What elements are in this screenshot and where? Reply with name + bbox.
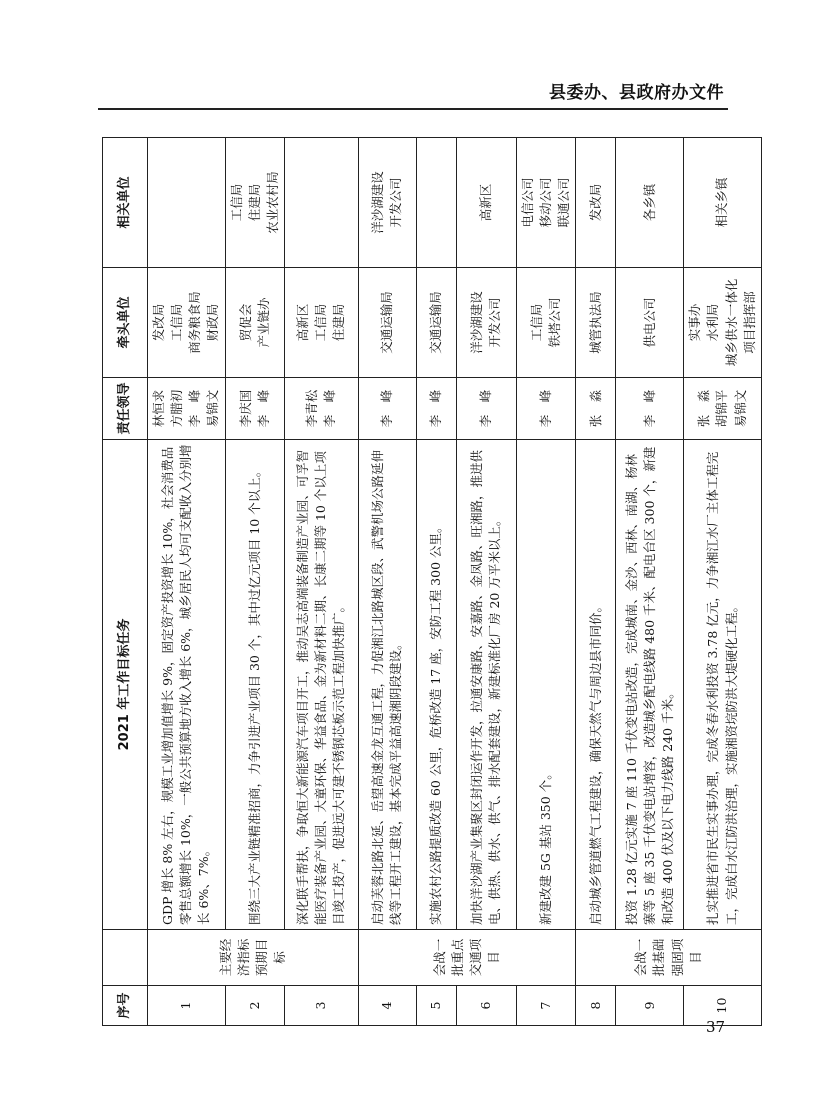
cell-leader-line: 易锦文	[732, 389, 748, 428]
cell-lead-unit-line: 工信局	[528, 303, 544, 342]
cell-leader-line: 李 峰	[255, 389, 271, 428]
cell-leader-line: 李 峰	[641, 389, 657, 428]
cell-seq: 6	[456, 986, 516, 1026]
cell-category: 主要经济指标预期目标	[148, 930, 359, 986]
cell-seq: 10	[684, 986, 762, 1026]
cell-lead-unit-line: 供电公司	[641, 297, 657, 348]
table-row	[516, 138, 575, 1026]
cell-task: 投资 1.28 亿元实施 7 座 110 千伏变电站改造，完成城南、金沙、西林、南湖、杨林寨等 5 座 35 千伏变电站增容，改造城乡配电线路 480 千米、配电台区 300 个，新建和改造 400 伏及以下电力线路 240 千米。	[616, 440, 684, 930]
task-table-container	[102, 138, 757, 1026]
cell-leader-line: 李 峰	[187, 389, 203, 428]
cell-lead-unit-line: 项目指挥部	[741, 291, 757, 354]
table-row	[284, 138, 358, 1026]
table-row	[148, 138, 226, 1026]
column-header-leader: 责任领导	[103, 378, 148, 440]
cell-related-unit	[416, 138, 456, 268]
cell-task: 启动芙蓉北路北延、岳望高速金龙互通工程，力促湘江北路城区段、武警机场公路延伸线等工程开工建设，基本完成平益高速湘阴段建设。	[358, 440, 416, 930]
cell-related-unit	[225, 138, 284, 268]
cell-lead-unit	[284, 268, 358, 378]
cell-lead-unit	[684, 268, 762, 378]
cell-task: 实施农村公路提质改造 60 公里，危桥改造 17 座，安防工程 300 公里。	[416, 440, 456, 930]
cell-related-unit	[516, 138, 575, 268]
cell-lead-unit	[616, 268, 684, 378]
cell-seq: 7	[516, 986, 575, 1026]
cell-related-unit-line: 工信局	[228, 183, 244, 222]
cell-category: 会战一批基础强固项目	[576, 930, 762, 986]
column-header-seq: 序号	[103, 986, 148, 1026]
cell-related-unit-line: 高新区	[478, 183, 494, 222]
cell-lead-unit-line: 工信局	[169, 303, 185, 342]
cell-leader-line: 李 峰	[478, 389, 494, 428]
cell-lead-unit	[225, 268, 284, 378]
cell-lead-unit-line: 贸促会	[237, 303, 253, 342]
cell-related-unit-line: 洋沙湖建设	[370, 171, 386, 234]
cell-seq: 9	[616, 986, 684, 1026]
cell-leader	[576, 378, 616, 440]
cell-leader	[358, 378, 416, 440]
cell-related-unit-line: 相关乡镇	[714, 177, 730, 228]
cell-leader	[616, 378, 684, 440]
cell-lead-unit-line: 开发公司	[487, 297, 503, 348]
header-divider	[98, 108, 728, 110]
table-row	[416, 138, 456, 1026]
cell-lead-unit-line: 铁塔公司	[547, 297, 563, 348]
table-row	[576, 138, 616, 1026]
cell-leader	[516, 378, 575, 440]
cell-leader-line: 李 峰	[538, 389, 553, 428]
cell-task: 扎实推进省市民生实事办理，完成冬春水利投资 3.78 亿元，力争湘江水厂主体工程完工，完成白水江防洪治理，实施湘资垸防洪大堤硬化工程。	[684, 440, 762, 930]
cell-lead-unit-line: 交通运输局	[379, 291, 395, 354]
table-body	[148, 138, 762, 1026]
cell-lead-unit-line: 实事办	[687, 303, 703, 342]
cell-lead-unit-line: 交通运输局	[428, 291, 444, 354]
cell-category: 会战一批重点交通项目	[358, 930, 575, 986]
cell-related-unit	[148, 138, 226, 268]
cell-leader-line: 易锦文	[205, 389, 221, 428]
cell-related-unit-line: 开发公司	[388, 177, 404, 228]
page-number: 37	[706, 1018, 726, 1036]
cell-related-unit	[358, 138, 416, 268]
cell-task: 加快洋沙湖产业集聚区封闭运作开发，拉通安康路、安嘉路、金凤路、旺湘路，推进供电、供热、供水、供气、排水配套建设，新建标准化厂房 20 万平米以上。	[456, 440, 516, 930]
cell-seq: 8	[576, 986, 616, 1026]
cell-lead-unit	[358, 268, 416, 378]
cell-lead-unit-line: 水利局	[705, 303, 721, 342]
cell-related-unit-line: 农业农村局	[264, 171, 280, 234]
cell-leader	[225, 378, 284, 440]
cell-leader-line: 李青松	[304, 389, 320, 428]
cell-lead-unit-line: 洋沙湖建设	[469, 291, 485, 354]
column-header-lead-unit: 牵头单位	[103, 268, 148, 378]
cell-leader-line: 张 淼	[696, 389, 712, 428]
cell-lead-unit-line: 财政局	[205, 303, 221, 342]
cell-related-unit	[284, 138, 358, 268]
cell-related-unit-line: 电信公司	[519, 177, 535, 228]
cell-related-unit	[576, 138, 616, 268]
cell-leader	[416, 378, 456, 440]
cell-task: 围绕三大产业链精准招商，力争引进产业项目 30 个，其中过亿元项目 10 个以上。	[225, 440, 284, 930]
table-row	[358, 138, 416, 1026]
cell-leader-line: 李 峰	[428, 389, 444, 428]
column-header-category	[103, 930, 148, 986]
table-row	[684, 138, 762, 1026]
column-header-related-unit: 相关单位	[103, 138, 148, 268]
cell-task: 深化联手帮扶，争取恒大新能源汽车项目开工，推动吴志高端装备制造产业园、可孚智能医疗装备产业园、大童环保、华益食品、金为新材料二期、长康二期等 10 个以上项目竣工投产，促进远大可建不锈钢芯板示范工程加快推广。	[284, 440, 358, 930]
cell-lead-unit-line: 城乡供水一体化	[723, 278, 739, 367]
cell-seq: 5	[416, 986, 456, 1026]
cell-leader-line: 胡锦平	[714, 389, 730, 428]
task-table	[102, 137, 762, 1026]
cell-leader-line: 李 峰	[379, 389, 395, 428]
cell-seq: 4	[358, 986, 416, 1026]
cell-leader	[148, 378, 226, 440]
cell-lead-unit	[516, 268, 575, 378]
cell-lead-unit-line: 高新区	[295, 303, 311, 342]
document-header-title: 县委办、县政府办文件	[549, 83, 724, 103]
table-row	[456, 138, 516, 1026]
cell-leader-line: 张 淼	[587, 389, 603, 428]
cell-lead-unit	[456, 268, 516, 378]
cell-lead-unit	[148, 268, 226, 378]
cell-leader	[284, 378, 358, 440]
table-row	[225, 138, 284, 1026]
cell-seq: 1	[148, 986, 226, 1026]
cell-related-unit-line: 住建局	[246, 183, 262, 222]
table-row	[616, 138, 684, 1026]
cell-lead-unit	[416, 268, 456, 378]
cell-lead-unit-line: 住建局	[331, 303, 347, 342]
cell-task: 新建改建 5G 基站 350 个。	[516, 440, 575, 930]
cell-seq: 3	[284, 986, 358, 1026]
cell-leader	[456, 378, 516, 440]
cell-related-unit	[616, 138, 684, 268]
cell-lead-unit-line: 城管执法局	[587, 291, 603, 354]
cell-lead-unit-line: 产业链办	[255, 297, 271, 348]
cell-related-unit	[684, 138, 762, 268]
cell-leader	[684, 378, 762, 440]
column-header-task: 2021 年工作目标任务	[103, 440, 148, 930]
cell-task: GDP 增长 8% 左右，规模工业增加值增长 9%，固定资产投资增长 10%，社会消费品零售总额增长 10%，一般公共预算地方收入增长 6%，城乡居民人均可支配收入分别增长 6%、7%。	[148, 440, 226, 930]
cell-leader-line: 林恒求	[151, 389, 166, 428]
cell-leader-line: 方腊初	[169, 389, 185, 428]
cell-related-unit-line: 发改局	[587, 183, 603, 222]
cell-leader-line: 李庆国	[237, 389, 253, 428]
cell-leader-line: 李 峰	[322, 389, 338, 428]
table-header-row	[103, 138, 148, 1026]
cell-task: 启动城乡管道燃气工程建设，确保天然气与周边县市同价。	[576, 440, 616, 930]
cell-lead-unit-line: 商务粮食局	[187, 291, 203, 354]
cell-seq: 2	[225, 986, 284, 1026]
cell-related-unit	[456, 138, 516, 268]
cell-related-unit-line: 移动公司	[538, 177, 553, 228]
cell-lead-unit-line: 发改局	[151, 303, 166, 342]
cell-related-unit-line: 各乡镇	[641, 183, 657, 222]
cell-lead-unit-line: 工信局	[313, 303, 329, 342]
cell-related-unit-line: 联通公司	[556, 177, 572, 228]
cell-lead-unit	[576, 268, 616, 378]
